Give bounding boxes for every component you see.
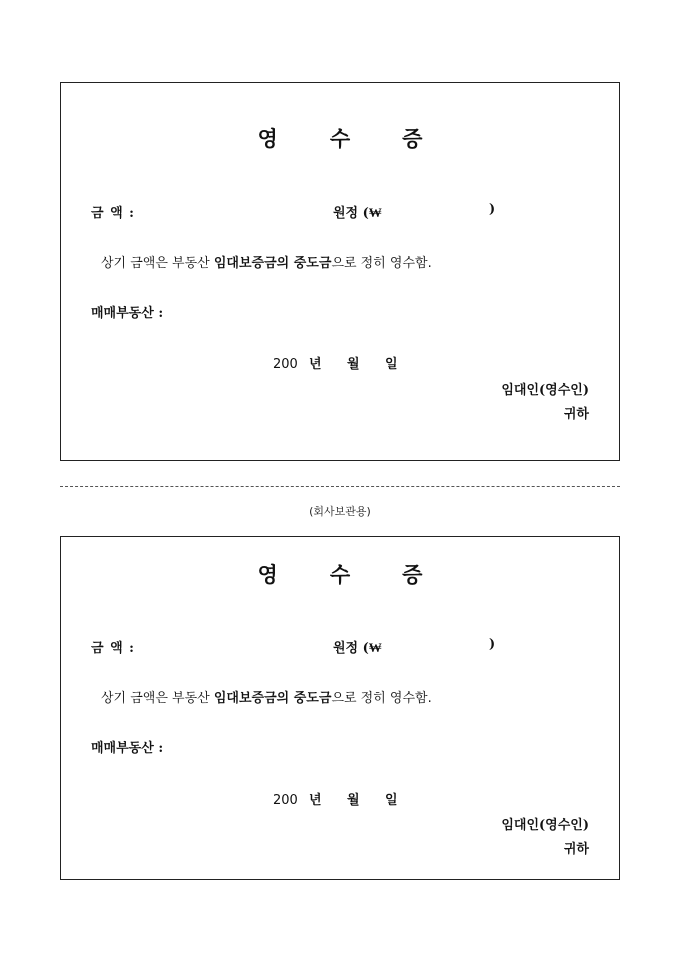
date-year: 200 [273,793,298,808]
amount-close-paren: ) [489,637,496,652]
amount-close-paren: ) [489,202,496,217]
date-day-unit: 일 [385,357,398,372]
receipt-statement [101,252,432,271]
date-month-unit: 월 [347,357,360,372]
receipt-title [61,559,619,589]
amount-won-label: 원정 (₩ [333,206,382,221]
property-label: 매매부동산 : [91,741,164,756]
title-char: 증 [402,562,423,587]
statement-bold: 임대보증금의 중도금 [213,256,332,271]
company-copy-note: (회사보관용) [309,505,371,518]
title-char: 영 [257,562,278,587]
receipt-title [61,123,619,153]
date-month-unit: 월 [347,793,360,808]
property-label: 매매부동산 : [91,306,164,321]
statement-suffix: 으로 정히 영수함. [331,691,432,706]
receipt-form-bottom [60,536,620,880]
receipt-statement [101,687,432,706]
statement-prefix: 상기 금액은 부동산 [101,691,214,706]
title-char: 수 [329,126,351,151]
title-char: 수 [329,562,351,587]
date-day-unit: 일 [385,793,398,808]
amount-won-label: 원정 (₩ [333,641,382,656]
cut-line-divider [60,486,620,487]
amount-label: 금 액 : [91,206,135,221]
receipt-form-top [60,82,620,461]
statement-bold: 임대보증금의 중도금 [213,691,332,706]
date-year-unit: 년 [309,357,322,372]
honorific-label: 귀하 [563,842,589,857]
honorific-label: 귀하 [563,407,589,422]
amount-label: 금 액 : [91,641,135,656]
lessor-label: 임대인(영수인) [501,383,589,398]
date-year: 200 [273,357,298,372]
lessor-label: 임대인(영수인) [501,818,589,833]
date-line [273,789,398,808]
title-char: 영 [257,126,278,151]
date-year-unit: 년 [309,793,322,808]
date-line [273,353,398,372]
statement-suffix: 으로 정히 영수함. [331,256,432,271]
title-char: 증 [402,126,423,151]
statement-prefix: 상기 금액은 부동산 [101,256,214,271]
